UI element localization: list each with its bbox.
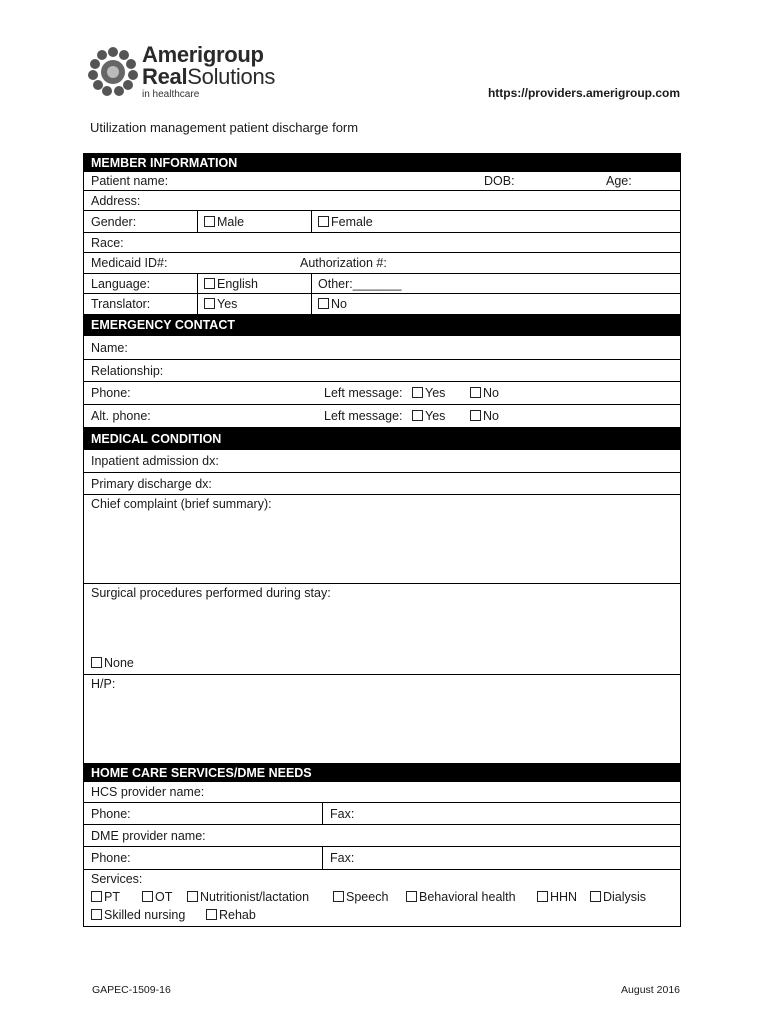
address-label: Address: [91,194,141,208]
phone-left-message-yes[interactable]: Yes [412,382,445,404]
checkbox-icon[interactable] [412,387,423,398]
checkbox-icon[interactable] [91,891,102,902]
section-header-medical: MEDICAL CONDITION [84,428,680,450]
emergency-phone-label: Phone: [91,386,131,400]
emergency-name-label: Name: [91,341,128,355]
service-skilled-nursing-option[interactable]: Skilled nursing [91,908,185,922]
surgical-box[interactable] [84,584,680,675]
gender-male-option[interactable]: Male [204,211,244,232]
surgical-label: Surgical procedures performed during stay: [91,586,331,600]
checkbox-icon[interactable] [204,216,215,227]
hcs-provider-label: HCS provider name: [91,785,205,799]
logo-burst-icon [88,46,138,98]
service-pt-option[interactable]: PT [91,890,120,904]
checkbox-icon[interactable] [470,410,481,421]
race-label: Race: [91,236,124,250]
checkbox-icon[interactable] [318,216,329,227]
logo-brand: Amerigroup [142,42,264,67]
dme-phone-row [84,847,680,870]
checkbox-icon[interactable] [412,410,423,421]
authorization-label: Authorization #: [300,256,387,270]
amerigroup-logo [88,44,288,104]
address-row[interactable] [84,191,680,211]
dme-provider-row[interactable] [84,825,680,847]
translator-label: Translator: [91,297,151,311]
dme-phone-label[interactable]: Phone: [91,851,131,865]
service-dialysis-option[interactable]: Dialysis [590,890,646,904]
checkbox-icon[interactable] [204,298,215,309]
relationship-row[interactable] [84,360,680,382]
checkbox-icon[interactable] [91,909,102,920]
service-hhn-option[interactable]: HHN [537,890,577,904]
checkbox-icon[interactable] [187,891,198,902]
medicaid-row[interactable] [84,253,680,274]
gender-row [84,211,680,233]
translator-no-option[interactable]: No [318,294,347,314]
alt-phone-row[interactable] [84,405,680,428]
checkbox-icon[interactable] [142,891,153,902]
dob-label: DOB: [484,174,515,188]
gender-label: Gender: [91,215,137,229]
checkbox-icon[interactable] [91,657,102,668]
hp-box[interactable] [84,675,680,764]
hcs-phone-row [84,803,680,825]
language-row [84,274,680,294]
hp-label: H/P: [91,677,116,691]
language-other-field[interactable]: Other:_______ [318,277,402,291]
service-ot-option[interactable]: OT [142,890,172,904]
dme-fax-label[interactable]: Fax: [330,851,355,865]
logo-subtitle: RealSolutions [142,64,276,89]
services-label: Services: [91,872,143,886]
section-header-emergency: EMERGENCY CONTACT [84,315,680,336]
form-date: August 2016 [621,984,680,996]
logo-tagline: in healthcare [142,89,200,100]
chief-complaint-box[interactable] [84,495,680,584]
relationship-label: Relationship: [91,364,164,378]
translator-row [84,294,680,315]
dme-provider-label: DME provider name: [91,829,206,843]
race-row[interactable] [84,233,680,253]
chief-complaint-label: Chief complaint (brief summary): [91,497,272,511]
checkbox-icon[interactable] [590,891,601,902]
primary-dx-label: Primary discharge dx: [91,477,212,491]
primary-dx-row[interactable] [84,473,680,495]
surgical-none-option[interactable]: None [84,656,134,670]
alt-left-message-no[interactable]: No [470,405,499,427]
phone-left-message-no[interactable]: No [470,382,499,404]
alt-left-message-yes[interactable]: Yes [412,405,445,427]
left-message-label: Left message: [324,386,403,400]
service-rehab-option[interactable]: Rehab [206,908,256,922]
inpatient-dx-row[interactable] [84,450,680,473]
checkbox-icon[interactable] [470,387,481,398]
checkbox-icon[interactable] [204,278,215,289]
form-code: GAPEC-1509-16 [92,984,171,996]
checkbox-icon[interactable] [406,891,417,902]
provider-url: https://providers.amerigroup.com [487,86,680,100]
section-header-member: MEMBER INFORMATION [84,154,680,172]
checkbox-icon[interactable] [333,891,344,902]
service-speech-option[interactable]: Speech [333,890,388,904]
hcs-phone-label[interactable]: Phone: [91,807,131,821]
emergency-name-row[interactable] [84,336,680,360]
logo-wordmark [142,44,275,100]
patient-name-row[interactable] [84,172,680,191]
inpatient-dx-label: Inpatient admission dx: [91,454,219,468]
checkbox-icon[interactable] [206,909,217,920]
checkbox-icon[interactable] [537,891,548,902]
services-box [84,870,680,927]
service-nutritionist-option[interactable]: Nutritionist/lactation [187,890,309,904]
alt-phone-label: Alt. phone: [91,409,151,423]
section-header-homecare: HOME CARE SERVICES/DME NEEDS [84,764,680,782]
hcs-provider-row[interactable] [84,782,680,803]
hcs-fax-label[interactable]: Fax: [330,807,355,821]
form-title: Utilization management patient discharge form [90,120,359,135]
gender-female-option[interactable]: Female [318,211,373,232]
alt-left-message-label: Left message: [324,409,403,423]
language-english-option[interactable]: English [204,274,258,293]
medicaid-id-label: Medicaid ID#: [91,256,168,270]
language-label: Language: [91,277,151,291]
age-label: Age: [606,174,632,188]
emergency-phone-row[interactable] [84,382,680,405]
service-behavioral-option[interactable]: Behavioral health [406,890,516,904]
translator-yes-option[interactable]: Yes [204,294,237,314]
discharge-form [83,153,681,927]
checkbox-icon[interactable] [318,298,329,309]
patient-name-label: Patient name: [91,174,169,188]
